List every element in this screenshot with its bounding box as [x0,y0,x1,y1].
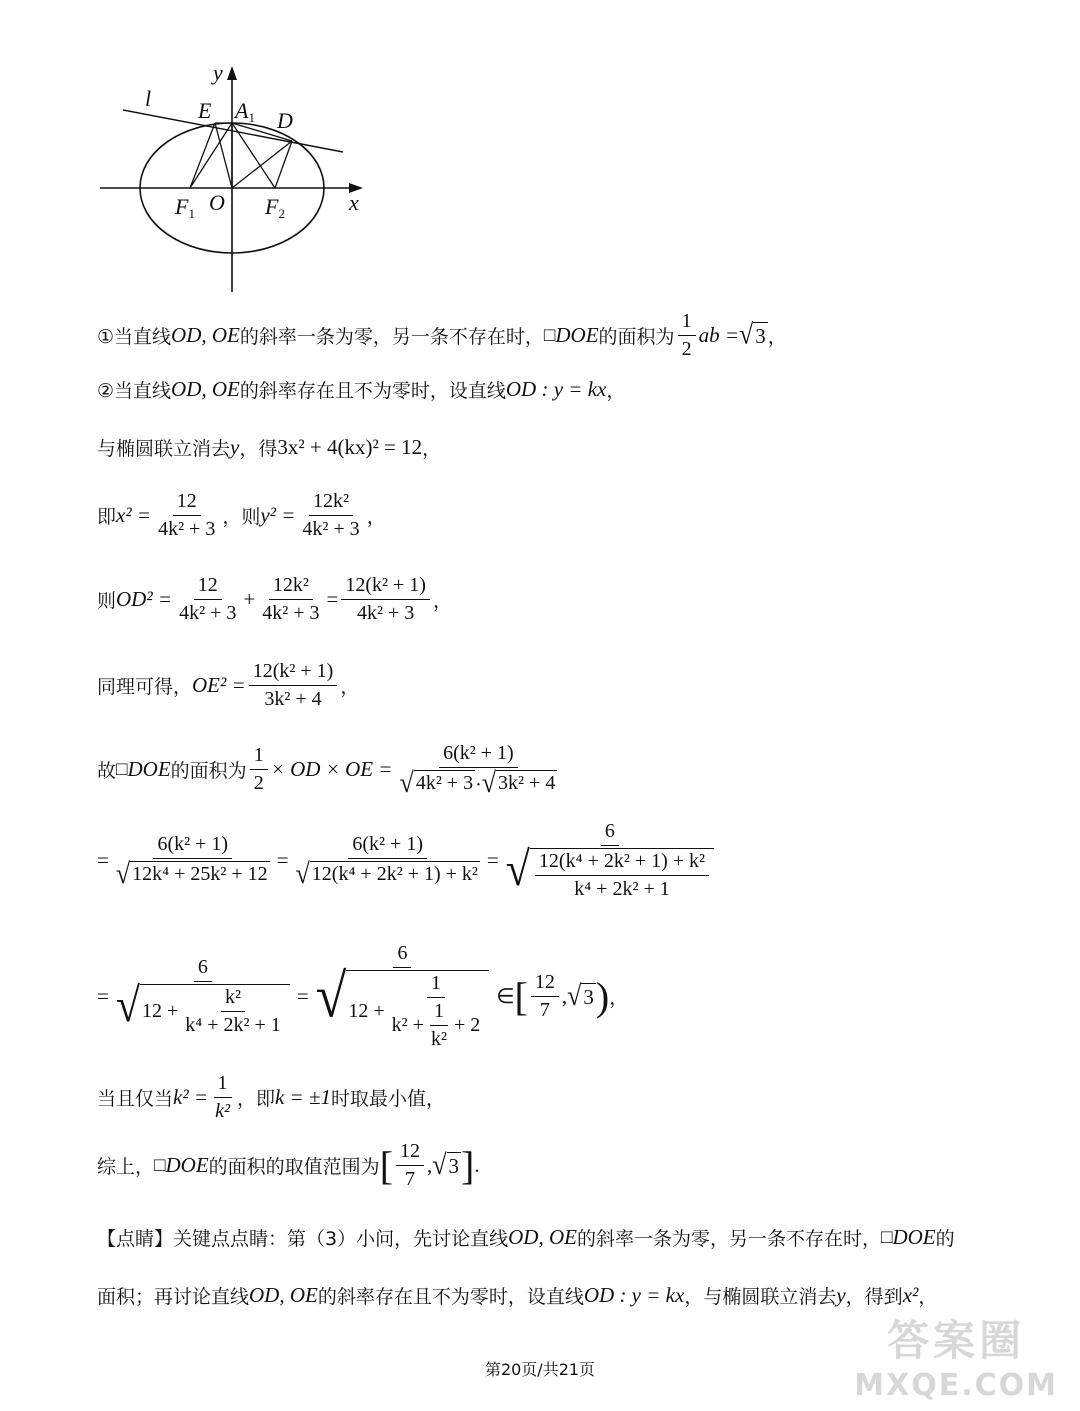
fraction [154,490,219,541]
fraction [298,490,363,541]
denominator: √ 12 + $\frac{\text{k²}}{\text{k⁴ + 2k² + 1}}$ [112,982,294,1037]
line-6 [97,660,359,711]
numerator: 12 [531,971,559,997]
denominator [388,998,485,1051]
text: ，与椭圆联立消去 [684,1286,837,1308]
numerator: 12 [194,574,222,600]
line-5 [97,574,452,625]
numerator: 6(k² + 1) [348,833,427,859]
fraction [396,1140,424,1191]
left-bracket: [ [379,1142,394,1188]
text: 面积；再讨论直线 [97,1286,250,1308]
math-od2: OD² = [116,587,173,611]
fraction-half [678,310,696,361]
text: ， [366,506,386,528]
line-8 [97,820,721,901]
label-O: O [209,190,225,215]
text: 时取最小值， [330,1088,445,1110]
denominator: 2 [253,772,264,794]
text: ，得到 [845,1286,903,1308]
math-x2: x² = [116,503,152,527]
math-doe: DOE [127,757,171,781]
text: 则 [97,590,117,612]
math-odoe: OD, OE [171,377,240,401]
text: 的斜率一条为零，另一条不存在时， [576,1228,881,1250]
denominator: k⁴ + 2k² + 1 [574,878,670,900]
denominator: 7 [539,999,550,1021]
denominator: 4k² + 3 [302,518,360,540]
denominator: 2 [681,338,692,360]
math-k2: k² = [173,1085,209,1109]
watermark [854,1308,1058,1403]
text: ，得 [239,438,278,460]
label-F1: F1 [175,194,195,221]
math-eq: 3x² + 4(kx)² = 12 [277,435,423,459]
text: ， [918,1286,938,1308]
label-A1: A1 [235,98,255,125]
denominator: 4k² + 3 [158,518,216,540]
denominator: 7 [405,1168,416,1190]
fraction-half [250,744,268,795]
math-doe: DOE [892,1225,936,1249]
math-eq: OD : y = kx [583,1283,685,1307]
text: 的斜率一条为零，另一条不存在时， [239,326,544,348]
denominator: k⁴ + 2k² + 1 [185,1014,281,1036]
label-E: E [198,98,212,123]
plus: + [243,587,256,611]
sqrt-body: 12(k⁴ + 2k² + 1) + k² [311,863,478,885]
right-paren: ) [595,973,610,1019]
line-4 [97,490,386,541]
line-12 [97,1224,955,1251]
numerator: 6(k² + 1) [439,742,518,768]
sqrt-body: 3k² + 4 [498,772,556,794]
math-x2: x² [902,1283,919,1307]
numerator: 6(k² + 1) [153,833,232,859]
text: ②当直线 [97,380,172,402]
line-1 [97,310,787,361]
right-bracket: ] [461,1142,475,1188]
math-ab: ab = [698,323,739,347]
fraction [531,971,559,1022]
text: ①当直线 [97,326,172,348]
text: 关键点点睛：第（3）小问，先讨论直线 [173,1228,509,1250]
denominator: k² [430,1028,447,1050]
numerator: 6 [601,820,619,846]
label-D: D [277,108,293,133]
denominator: √ 12(k⁴ + 2k² + 1) + k² [295,857,478,890]
denominator: k² [215,1100,230,1122]
fraction [249,660,338,711]
line-l [123,110,343,152]
equals: = [97,848,109,872]
equals: = [296,984,309,1008]
watermark-top: 答案圈 [887,1316,1026,1365]
numerator: 12 [173,490,201,516]
text: 当且仅当 [97,1088,174,1110]
line-7 [97,742,564,797]
text: 的斜率存在且不为零时，设直线 [239,380,506,402]
text: 的面积为 [170,760,247,782]
denominator: 3k² + 4 [264,688,322,710]
text: 综上， [97,1156,155,1178]
fraction [112,833,274,888]
equals: = [486,848,499,872]
text: ， [432,590,452,612]
numerator: 6 [194,956,212,982]
segment-EO [215,123,232,188]
text: 的 [935,1228,955,1250]
numerator: 12k² [269,574,313,600]
sqrt-body: 3 [448,1154,460,1178]
equals: = [326,587,339,611]
math-k: k = ±1 [274,1085,331,1109]
denominator: 4k² + 3 [356,602,415,624]
text: 的面积为 [598,326,675,348]
fraction [396,742,562,797]
sqrt-body: 12k⁴ + 25k² + 12 [132,863,268,885]
segment-A1F2 [232,123,275,188]
sqrt-body: 4k² + 3 [415,772,474,794]
fraction [292,833,484,888]
sqrt-body: 3 [755,324,766,348]
period: . [474,1153,480,1177]
numerator: 12(k² + 1) [249,660,338,686]
fraction [502,820,718,901]
math-odoe: OD, OE [508,1225,577,1249]
text: 的面积的取值范围为 [208,1156,380,1178]
text: ， [767,326,787,348]
left-bracket: [ [514,973,528,1019]
missing-glyph-box: □ [543,324,556,346]
line-2 [97,376,625,403]
numerator: 12(k² + 1) [341,574,430,600]
numerator: 1 [214,1072,232,1098]
tag-dianjing: 【点睛】 [97,1228,174,1250]
numerator: k² [221,986,245,1012]
text: 与椭圆联立消去 [97,438,231,460]
text: ，即 [236,1088,275,1110]
math-odoe: OD, OE [249,1283,318,1307]
line-9 [97,942,628,1051]
element-of: ∈ [496,984,515,1008]
line-11 [97,1140,480,1191]
comma: , [427,1153,433,1177]
text: 同理可得， [97,676,193,698]
term: k² + [391,1014,424,1036]
numerator: 1 [678,310,696,336]
numerator: 6 [393,942,411,968]
equals: = [97,984,109,1008]
page-footer: 第20页/共21页 [484,1360,596,1379]
fraction [112,956,294,1037]
y-axis-arrow [227,66,237,80]
missing-glyph-box: □ [154,1154,166,1176]
term: 12 + [348,1000,385,1022]
math-y: y [836,1283,846,1307]
text: ，则 [222,506,261,528]
math-y: y [230,435,240,459]
comma: , [561,984,568,1008]
numerator: 12 [396,1140,424,1166]
term: + 2 [453,1014,481,1036]
denominator: √ 4k² + 3 · √ 3k² + 4 [399,766,556,799]
label-y: y [213,60,223,85]
math-doe: DOE [555,323,599,347]
sqrt-body: 3 [583,985,594,1009]
line-10 [97,1072,445,1123]
denominator: 4k² + 3 [179,602,237,624]
equals: = [276,848,289,872]
text: ， [422,438,442,460]
label-l: l [145,86,152,111]
math-expr: × OD × OE = [270,757,393,781]
numerator: 1 [250,744,268,770]
sqrt: √ 3 [432,1148,460,1181]
numerator: 1 [427,972,445,998]
text: ， [606,380,626,402]
missing-glyph-box: □ [116,758,128,780]
fraction [211,1072,234,1123]
fraction [312,942,494,1051]
math-odoe: OD, OE [171,323,240,347]
text: ， [340,676,360,698]
sqrt: √ 3 [738,318,766,351]
term: 12 + [142,1000,179,1022]
denominator: √ 12k⁴ + 25k² + 12 [115,857,268,890]
text: 即 [97,506,117,528]
numerator: 12(k⁴ + 2k² + 1) + k² [535,850,709,876]
math-oe2: OE² = [192,673,246,697]
denominator: √ $\frac{\text{12(k⁴ + 2k² + 1) + k²}}{\text{k⁴ + 2k² + 1}}$ [502,846,718,901]
missing-glyph-box: □ [880,1226,893,1248]
text: ， [609,987,629,1009]
denominator: 4k² + 3 [262,602,320,624]
label-F2: F2 [265,194,285,221]
dot: · [475,774,482,796]
numerator: 12k² [309,490,353,516]
math-eq: OD : y = kx [505,377,607,401]
label-x: x [349,190,359,215]
fraction [258,574,323,625]
math-y2: y² = [260,503,296,527]
text: 的斜率存在且不为零时，设直线 [317,1286,584,1308]
fraction [175,574,240,625]
line-13 [97,1282,937,1309]
numerator: 1 [430,1000,448,1026]
sqrt: √ 3 [567,979,594,1012]
watermark-bottom: MXQE.COM [854,1368,1058,1403]
denominator: √ 12 + 1 k² + $\frac{1}{\text{k²}}$ + 2 [312,968,494,1051]
text: 故 [97,760,117,782]
fraction [341,574,430,625]
math-doe: DOE [165,1153,209,1177]
line-3 [97,434,441,461]
